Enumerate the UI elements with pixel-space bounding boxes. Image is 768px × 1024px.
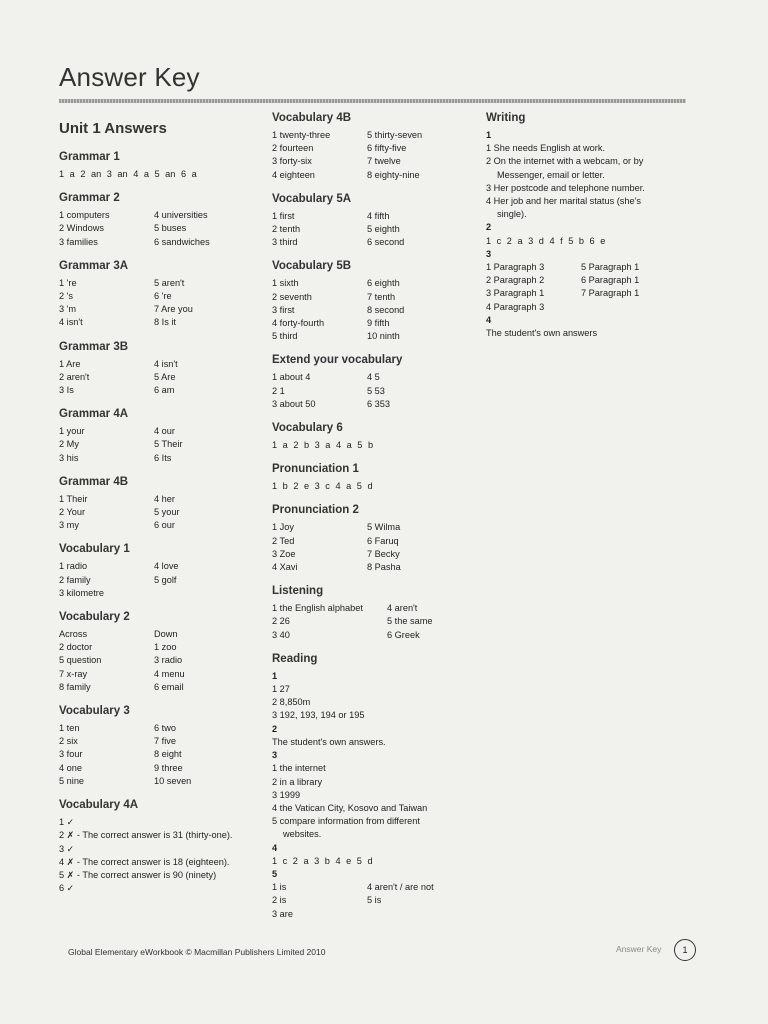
answer-cell: 7 Paragraph 1 <box>581 288 640 299</box>
section-vocabulary-4b <box>272 112 477 182</box>
answer-line: 5 compare information from different <box>272 816 420 827</box>
answer-line: Messenger, email or letter. <box>497 169 605 180</box>
answer-row <box>59 722 259 735</box>
answer-cell: 4 Paragraph 3 <box>486 301 545 312</box>
answer-line: The student's own answers <box>486 328 598 339</box>
part-number: 4 <box>272 842 278 853</box>
section-title: Vocabulary 5B <box>272 260 352 273</box>
section-title: Writing <box>486 112 526 124</box>
answer-row <box>59 654 259 667</box>
answer-line: 1 c 2 a 3 b 4 e 5 d <box>272 855 373 866</box>
answer-cell: 7 five <box>154 736 176 747</box>
answer-cell: 3 four <box>59 749 83 760</box>
section-title: Pronunciation 1 <box>272 463 359 476</box>
answer-cell: 5 the same <box>387 616 433 627</box>
answer-row <box>486 261 686 274</box>
answer-row <box>59 290 259 303</box>
answer-cell: 2 is <box>272 895 287 906</box>
answer-row <box>59 236 259 249</box>
section-vocabulary-5a <box>272 193 477 250</box>
answer-cell: 3 radio <box>154 655 183 666</box>
answer-cell: 4 isn't <box>154 358 178 369</box>
answer-cell: 1 're <box>59 277 77 288</box>
answer-cell: 4 love <box>154 561 179 572</box>
section-vocabulary-2 <box>59 611 259 694</box>
answer-cell: 5 your <box>154 507 180 518</box>
section-vocabulary-3 <box>59 705 259 788</box>
answer-cell: 6 sandwiches <box>154 236 210 247</box>
answer-row <box>59 358 259 371</box>
answer-cell: 4 menu <box>154 668 185 679</box>
answer-row <box>272 223 477 236</box>
footer-copyright: Global Elementary eWorkbook © Macmillan Publishers Limited 2010 <box>68 947 326 957</box>
answer-cell: 3 40 <box>272 629 290 640</box>
section-extend-vocabulary <box>272 354 477 411</box>
answer-row <box>59 425 259 438</box>
section-title: Grammar 4A <box>59 408 129 421</box>
answer-row <box>59 519 259 532</box>
answer-cell: 2 family <box>59 574 91 585</box>
answer-cell: 4 one <box>59 762 82 773</box>
answer-cell: 5 53 <box>367 385 385 396</box>
answer-cell: Down <box>154 629 178 640</box>
column-middle <box>272 112 477 932</box>
answer-cell: 1 twenty-three <box>272 130 331 140</box>
answer-cell: 8 eight <box>154 749 182 760</box>
section-vocabulary-1 <box>59 543 259 600</box>
part-number: 2 <box>272 723 278 734</box>
answer-line: 3 1999 <box>272 789 301 800</box>
answer-cell: 2 six <box>59 736 78 747</box>
answer-cell: 3 Zoe <box>272 548 296 559</box>
answer-cell: 5 Wilma <box>367 522 401 533</box>
answer-row <box>59 452 259 465</box>
section-title: Grammar 3A <box>59 259 129 272</box>
answer-cell: 4 forty-fourth <box>272 318 325 329</box>
answer-cell: 1 radio <box>59 561 88 572</box>
answer-cell: 8 second <box>367 304 405 315</box>
answer-line: 3 Her postcode and telephone number. <box>486 182 645 193</box>
answer-row <box>59 371 259 384</box>
answer-line: 1 a 2 an 3 an 4 a 5 an 6 a <box>59 169 197 179</box>
answer-cell: 2 Windows <box>59 223 104 234</box>
answer-cell: 5 Are <box>154 371 176 382</box>
answer-row <box>59 641 259 654</box>
answer-cell: 4 isn't <box>59 317 83 328</box>
section-title: Vocabulary 5A <box>272 192 352 205</box>
answer-cell: 7 Are you <box>154 304 193 315</box>
answer-row <box>272 236 477 249</box>
answer-row <box>59 775 259 788</box>
answer-line: 2 8,850m <box>272 697 311 708</box>
answer-row <box>59 438 259 451</box>
answer-row <box>272 629 477 642</box>
answer-row <box>59 587 259 600</box>
answer-row <box>272 908 477 921</box>
part-number: 1 <box>272 670 278 681</box>
answer-row <box>272 881 477 894</box>
answer-line: websites. <box>283 829 322 840</box>
answer-row <box>486 301 686 314</box>
answer-cell: 1 Joy <box>272 522 294 533</box>
section-title: Extend your vocabulary <box>272 354 403 367</box>
section-pronunciation-1 <box>272 463 477 493</box>
answer-cell: 3 are <box>272 908 293 919</box>
section-title: Listening <box>272 585 324 598</box>
answer-line: 1 She needs English at work. <box>486 143 605 154</box>
answer-cell: 5 question <box>59 655 102 666</box>
answer-cell: 6 email <box>154 681 184 692</box>
answer-cell: 5 nine <box>59 775 85 786</box>
answer-row <box>272 129 477 142</box>
column-right <box>486 112 686 351</box>
answer-cell: 2 tenth <box>272 224 301 235</box>
answer-row <box>486 287 686 300</box>
answer-cell: 1 ten <box>59 723 80 734</box>
answer-cell: 2 fourteen <box>272 143 314 154</box>
page-number: 1 <box>674 939 696 961</box>
answer-cell: 6 two <box>154 723 176 734</box>
answer-cell: 7 Becky <box>367 548 400 559</box>
answer-line: 1 c 2 a 3 d 4 f 5 b 6 e <box>486 235 606 246</box>
answer-cell: 6 eighth <box>367 278 400 289</box>
answer-row <box>59 384 259 397</box>
answer-row <box>59 628 259 641</box>
answer-cell: 2 Paragraph 2 <box>486 275 545 286</box>
answer-row <box>59 303 259 316</box>
answer-cell: 4 our <box>154 426 175 437</box>
answer-cell: 8 Is it <box>154 317 176 328</box>
answer-cell: 1 Their <box>59 493 88 504</box>
part-number: 3 <box>486 248 492 259</box>
answer-cell: 1 computers <box>59 210 110 221</box>
section-listening <box>272 585 477 642</box>
answer-cell: 6 Paragraph 1 <box>581 275 640 286</box>
section-grammar-4a <box>59 408 259 465</box>
section-grammar-1 <box>59 151 259 181</box>
answer-row <box>272 277 477 290</box>
part-number: 5 <box>272 868 278 879</box>
answer-cell: 2 's <box>59 291 74 302</box>
answer-cell: 9 three <box>154 762 183 773</box>
answer-cell: 5 is <box>367 895 382 906</box>
answer-cell: 1 your <box>59 426 85 437</box>
answer-row <box>272 602 477 615</box>
answer-row <box>59 748 259 761</box>
section-vocabulary-5b <box>272 260 477 343</box>
answer-row <box>59 222 259 235</box>
section-title: Vocabulary 4A <box>59 799 139 812</box>
answer-line: The student's own answers. <box>272 736 386 747</box>
answer-cell: 5 aren't <box>154 277 185 288</box>
answer-row <box>59 762 259 775</box>
answer-cell: 4 aren't / are not <box>367 882 434 893</box>
answer-row <box>59 506 259 519</box>
section-grammar-4b <box>59 476 259 533</box>
answer-cell: 3 forty-six <box>272 156 312 167</box>
answer-cell: 1 about 4 <box>272 372 311 383</box>
answer-cell: 4 5 <box>367 372 380 383</box>
answer-cell: 5 thirty-seven <box>367 130 423 140</box>
answer-cell: 6 Its <box>154 452 172 463</box>
answer-cell: 1 Paragraph 3 <box>486 262 545 273</box>
answer-cell: 3 families <box>59 236 98 247</box>
section-title: Reading <box>272 652 318 665</box>
title-rule <box>59 99 686 103</box>
answer-row <box>272 521 477 534</box>
answer-cell: 6 am <box>154 385 175 396</box>
answer-cell: 2 1 <box>272 385 285 396</box>
answer-line: 2 On the internet with a webcam, or by <box>486 156 644 167</box>
column-left <box>59 112 259 906</box>
section-reading <box>272 653 477 921</box>
answer-row <box>272 142 477 155</box>
answer-row <box>59 493 259 506</box>
answer-row <box>272 561 477 574</box>
section-title: Grammar 2 <box>59 192 120 205</box>
answer-cell: 6 Greek <box>387 629 420 640</box>
answer-row <box>59 316 259 329</box>
answer-row <box>272 291 477 304</box>
answer-cell: 5 buses <box>154 223 187 234</box>
answer-line: 1 ✓ <box>59 817 75 828</box>
answer-row <box>59 668 259 681</box>
answer-cell: 1 Are <box>59 358 81 369</box>
answer-cell: 9 fifth <box>367 318 390 329</box>
answer-line: 6 ✓ <box>59 883 75 894</box>
answer-cell: 3 third <box>272 237 298 248</box>
answer-line: 5 ✗ - The correct answer is 90 (ninety) <box>59 869 217 880</box>
answer-cell: 8 Pasha <box>367 562 401 573</box>
answer-cell: 6 second <box>367 237 405 248</box>
answer-row <box>272 304 477 317</box>
answer-cell: 2 seventh <box>272 291 312 302</box>
answer-cell: 10 seven <box>154 775 192 786</box>
part-number: 4 <box>486 314 492 325</box>
section-title: Vocabulary 6 <box>272 422 343 435</box>
answer-cell: 3 my <box>59 520 79 531</box>
section-title: Vocabulary 1 <box>59 543 130 556</box>
answer-cell: 3 first <box>272 304 295 315</box>
answer-row <box>272 317 477 330</box>
answer-row <box>59 681 259 694</box>
part-number: 2 <box>486 222 492 233</box>
answer-cell: 3 Is <box>59 385 74 396</box>
section-title: Vocabulary 4B <box>272 112 352 124</box>
answer-line: 4 ✗ - The correct answer is 18 (eighteen). <box>59 856 230 867</box>
answer-line: 3 ✓ <box>59 843 75 854</box>
answer-cell: 1 is <box>272 882 287 893</box>
section-title: Grammar 3B <box>59 340 129 353</box>
answer-cell: 7 x-ray <box>59 668 88 679</box>
answer-row <box>272 894 477 907</box>
answer-cell: 3 'm <box>59 304 77 315</box>
answer-cell: 5 third <box>272 331 298 342</box>
answer-row <box>272 385 477 398</box>
answer-line: single). <box>497 209 527 220</box>
unit-heading: Unit 1 Answers <box>59 120 167 137</box>
answer-cell: 6 Faruq <box>367 535 399 546</box>
answer-line: 3 192, 193, 194 or 195 <box>272 710 365 721</box>
answer-row <box>272 371 477 384</box>
answer-row <box>272 615 477 628</box>
answer-cell: Across <box>59 629 88 640</box>
answer-row <box>272 398 477 411</box>
section-title: Vocabulary 3 <box>59 705 130 718</box>
section-vocabulary-6 <box>272 422 477 452</box>
answer-cell: 5 golf <box>154 574 177 585</box>
section-writing <box>486 112 686 340</box>
answer-cell: 6 're <box>154 291 172 302</box>
answer-cell: 4 eighteen <box>272 169 315 180</box>
section-grammar-3b <box>59 341 259 398</box>
answer-cell: 3 Paragraph 1 <box>486 288 545 299</box>
answer-cell: 1 the English alphabet <box>272 603 363 614</box>
answer-row <box>272 169 477 182</box>
answer-row <box>59 209 259 222</box>
answer-row <box>272 155 477 168</box>
page-title: Answer Key <box>59 62 200 92</box>
answer-cell: 4 her <box>154 493 175 504</box>
answer-row <box>272 548 477 561</box>
answer-cell: 3 his <box>59 452 79 463</box>
answer-line: 4 the Vatican City, Kosovo and Taiwan <box>272 802 428 813</box>
footer-section-label: Answer Key <box>616 944 662 954</box>
answer-cell: 6 fifty-five <box>367 143 407 154</box>
answer-line: 1 a 2 b 3 a 4 a 5 b <box>272 440 374 451</box>
answer-cell: 5 Paragraph 1 <box>581 262 640 273</box>
answer-cell: 4 fifth <box>367 210 390 221</box>
section-title: Vocabulary 2 <box>59 611 130 624</box>
answer-line: 1 b 2 e 3 c 4 a 5 d <box>272 481 373 492</box>
answer-line: 2 ✗ - The correct answer is 31 (thirty-one). <box>59 830 233 841</box>
answer-cell: 1 sixth <box>272 278 299 289</box>
answer-row <box>272 535 477 548</box>
answer-cell: 4 aren't <box>387 603 418 614</box>
answer-row <box>59 277 259 290</box>
answer-cell: 3 kilometre <box>59 587 104 598</box>
answer-line: 4 Her job and her marital status (she's <box>486 196 641 207</box>
section-pronunciation-2 <box>272 504 477 574</box>
answer-row <box>272 330 477 343</box>
answer-row <box>59 574 259 587</box>
answer-cell: 2 doctor <box>59 642 93 653</box>
answer-cell: 4 Xavi <box>272 562 298 573</box>
answer-cell: 5 eighth <box>367 224 400 235</box>
answer-cell: 4 universities <box>154 210 208 221</box>
answer-cell: 7 tenth <box>367 291 396 302</box>
answer-cell: 1 first <box>272 210 295 221</box>
section-grammar-2 <box>59 192 259 249</box>
answer-row <box>272 210 477 223</box>
answer-cell: 2 26 <box>272 616 290 627</box>
answer-row <box>486 274 686 287</box>
section-title: Grammar 4B <box>59 475 129 488</box>
answer-cell: 7 twelve <box>367 156 401 167</box>
answer-cell: 5 Their <box>154 439 183 450</box>
answer-line: 2 in a library <box>272 776 323 787</box>
answer-cell: 2 My <box>59 439 79 450</box>
section-grammar-3a <box>59 260 259 330</box>
answer-row <box>59 560 259 573</box>
answer-cell: 1 zoo <box>154 642 177 653</box>
answer-cell: 2 Your <box>59 507 86 518</box>
part-number: 3 <box>272 750 278 761</box>
answer-line: 1 27 <box>272 684 290 695</box>
answer-cell: 6 our <box>154 520 175 531</box>
answer-row <box>59 735 259 748</box>
answer-cell: 8 family <box>59 681 91 692</box>
part-number: 1 <box>486 130 492 140</box>
answer-cell: 8 eighty-nine <box>367 169 420 180</box>
section-title: Grammar 1 <box>59 151 120 163</box>
answer-cell: 10 ninth <box>367 331 400 342</box>
section-title: Pronunciation 2 <box>272 504 359 517</box>
answer-cell: 3 about 50 <box>272 398 316 409</box>
answer-cell: 6 353 <box>367 398 390 409</box>
section-vocabulary-4a <box>59 799 259 895</box>
answer-line: 1 the internet <box>272 763 326 774</box>
answer-cell: 2 Ted <box>272 535 295 546</box>
answer-cell: 2 aren't <box>59 371 90 382</box>
